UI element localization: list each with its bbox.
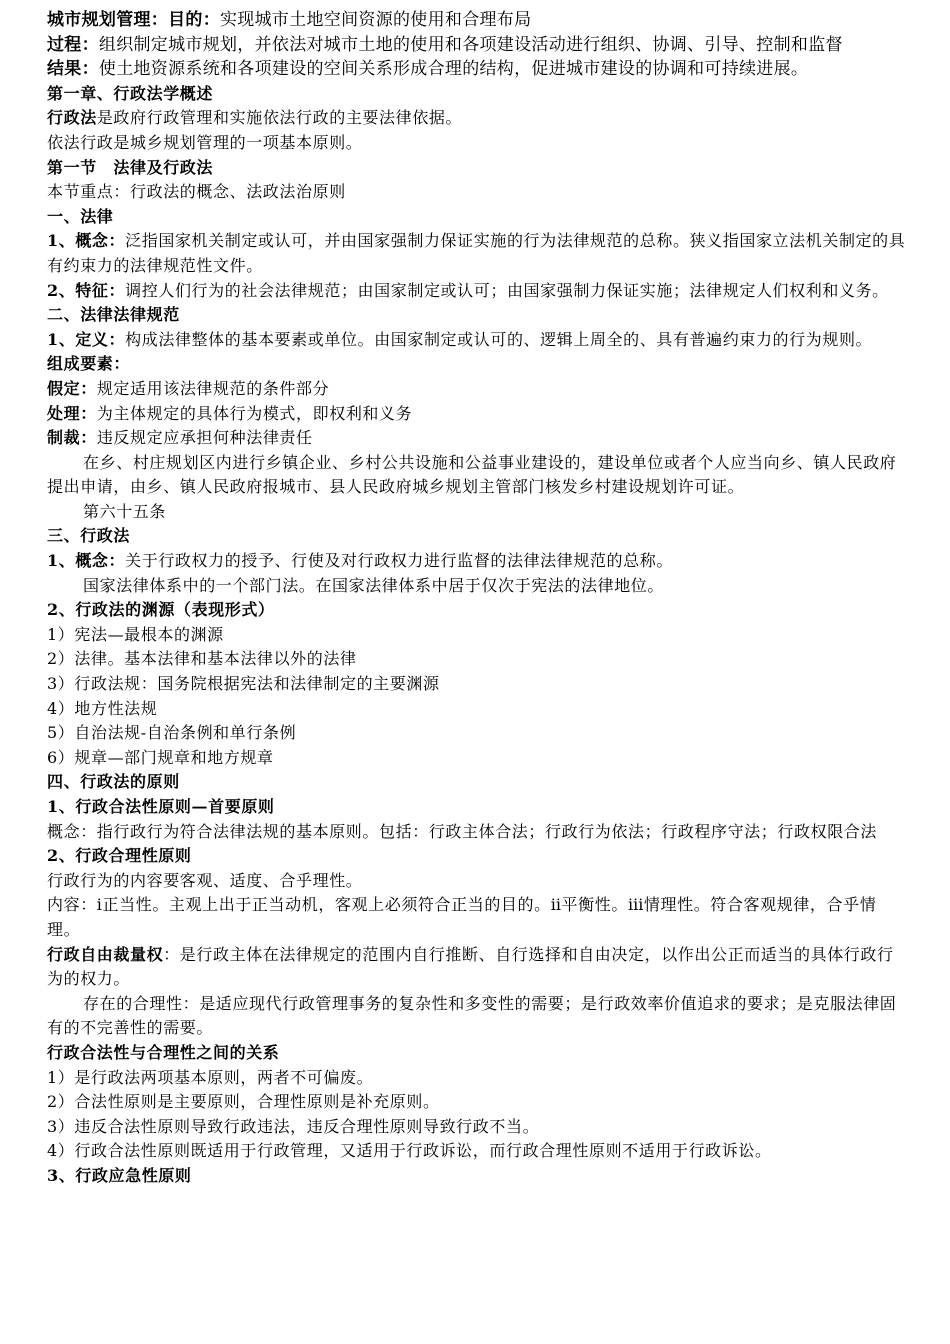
text: 违反规定应承担何种法律责任 [96, 428, 313, 448]
admin-law-concept-2: 国家法律体系中的一个部门法。在国家法律体系中居于仅次于宪法的法律地位。 [83, 575, 665, 595]
norm-example: 在乡、村庄规划区内进行乡镇企业、乡村公共设施和公益事业建设的，建设单位或者个人应当向乡、镇人民政府提出申请，由乡、镇人民政府报城市、县人民政府城乡规划主管部门核发乡村建设规划许可证。 [47, 452, 897, 497]
chapter-title: 第一章、行政法学概述 [47, 83, 214, 103]
text: 为主体规定的具体行为模式，即权利和义务 [96, 403, 413, 423]
principle-1-text: 概念：指行政行为符合法律法规的基本原则。包括：行政主体合法；行政行为依法；行政程序守法；行政权限合法 [47, 821, 878, 841]
text: 泛指国家机关制定或认可，并由国家强制力保证实施的行为法律规范的总称。狭义指国家立法机关制定的具有约束力的法律规范性文件。 [47, 231, 906, 275]
label: 制裁： [47, 428, 97, 448]
text: 调控人们行为的社会法律规范；由国家制定或认可；由国家强制力保证实施；法律规定人们权利和义务。 [125, 280, 889, 300]
text: 构成法律整体的基本要素或单位。由国家制定或认可的、逻辑上周全的、具有普遍约束力的行为规则。 [125, 329, 873, 349]
label: 结果： [47, 59, 99, 80]
source-item: 3）行政法规：国务院根据宪法和法律制定的主要渊源 [47, 674, 440, 694]
principle-1-heading: 1、行政合法性原则—首要原则 [47, 797, 275, 816]
text: 关于行政权力的授予、行使及对行政权力进行监督的法律法律规范的总称。 [125, 551, 673, 571]
label: 1、定义： [47, 329, 126, 349]
text: 规定适用该法律规范的条件部分 [96, 378, 330, 398]
sources-heading: 2、行政法的渊源（表现形式） [47, 600, 275, 620]
admin-law-heading: 三、行政法 [47, 526, 131, 546]
label: 过程： [47, 34, 99, 55]
norm-sanction [47, 426, 907, 451]
label: 城市规划管理：目的： [47, 10, 220, 30]
label: 2、特征： [47, 280, 126, 300]
intro-purpose [47, 8, 907, 33]
source-item: 6）规章—部门规章和地方规章 [47, 747, 274, 767]
norm-elements: 组成要素： [47, 354, 131, 374]
principle-2-text-1: 行政行为的内容要客观、适度、合乎理性。 [47, 870, 363, 890]
principle-2-text-2: 内容：ⅰ正当性。主观上出于正当动机，客观上必须符合正当的目的。ⅱ平衡性。ⅲ情理性。符合客观规律，合乎情理。 [47, 895, 877, 939]
relation-item: 3）违反合法性原则导致行政违法，违反合理性原则导致行政不当。 [47, 1116, 540, 1136]
chapter-paragraph [47, 106, 907, 131]
section-focus: 本节重点：行政法的概念、法政法治原则 [47, 182, 346, 202]
text: 组织制定城市规划，并依法对城市土地的使用和各项建设活动进行组织、协调、引导、控制和监督 [98, 34, 843, 55]
source-item: 1）宪法—最根本的渊源 [47, 624, 224, 644]
norm-article: 第六十五条 [83, 501, 167, 521]
text: 使土地资源系统和各项建设的空间关系形成合理的结构，促进城市建设的协调和可持续进展。 [98, 59, 809, 80]
label: 1、概念： [47, 551, 126, 571]
principle-3-heading: 3、行政应急性原则 [47, 1165, 192, 1185]
law-heading: 一、法律 [47, 206, 114, 226]
norm-handle [47, 402, 907, 427]
principle-2-heading: 2、行政合理性原则 [47, 846, 192, 866]
norm-assume [47, 377, 907, 402]
document-page [47, 8, 907, 1189]
norm-definition [47, 328, 907, 353]
intro-process [47, 33, 907, 58]
norm-heading: 二、法律法律规范 [47, 305, 180, 325]
relation-item: 4）行政合法性原则既适用于行政管理，又适用于行政诉讼，而行政合理性原则不适用于行政诉讼。 [47, 1141, 772, 1161]
relation-item: 2）合法性原则是主要原则，合理性原则是补充原则。 [47, 1092, 440, 1112]
label: 假定： [47, 378, 97, 398]
section-title: 第一节 法律及行政法 [47, 157, 214, 177]
discretion-reason: 存在的合理性：是适应现代行政管理事务的复杂性和多变性的需要；是行政效率价值追求的要求；是克服法律固有的不完善性的需要。 [47, 993, 897, 1038]
intro-result [47, 57, 907, 82]
label: 1、概念： [47, 231, 126, 251]
law-concept [47, 229, 907, 278]
chapter-paragraph-2: 依法行政是城乡规划管理的一项基本原则。 [47, 132, 363, 152]
text: 实现城市土地空间资源的使用和合理布局 [220, 10, 532, 30]
relation-heading: 行政合法性与合理性之间的关系 [47, 1042, 280, 1062]
discretion-paragraph [47, 943, 907, 992]
principles-heading: 四、行政法的原则 [47, 772, 180, 792]
admin-law-concept [47, 549, 907, 574]
source-item: 5）自治法规-自治条例和单行条例 [47, 723, 297, 743]
label: 行政自由裁量权 [47, 944, 164, 964]
text: ：是行政主体在法律规定的范围内自行推断、自行选择和自由决定，以作出公正而适当的具体行政行为的权力。 [47, 944, 894, 989]
label: 行政法 [47, 108, 97, 128]
text: 是政府行政管理和实施依法行政的主要法律依据。 [96, 108, 463, 128]
relation-item: 1）是行政法两项基本原则，两者不可偏废。 [47, 1067, 374, 1087]
law-feature [47, 279, 907, 304]
source-item: 4）地方性法规 [47, 698, 158, 718]
source-item: 2）法律。基本法律和基本法律以外的法律 [47, 649, 357, 669]
label: 处理： [47, 403, 97, 423]
